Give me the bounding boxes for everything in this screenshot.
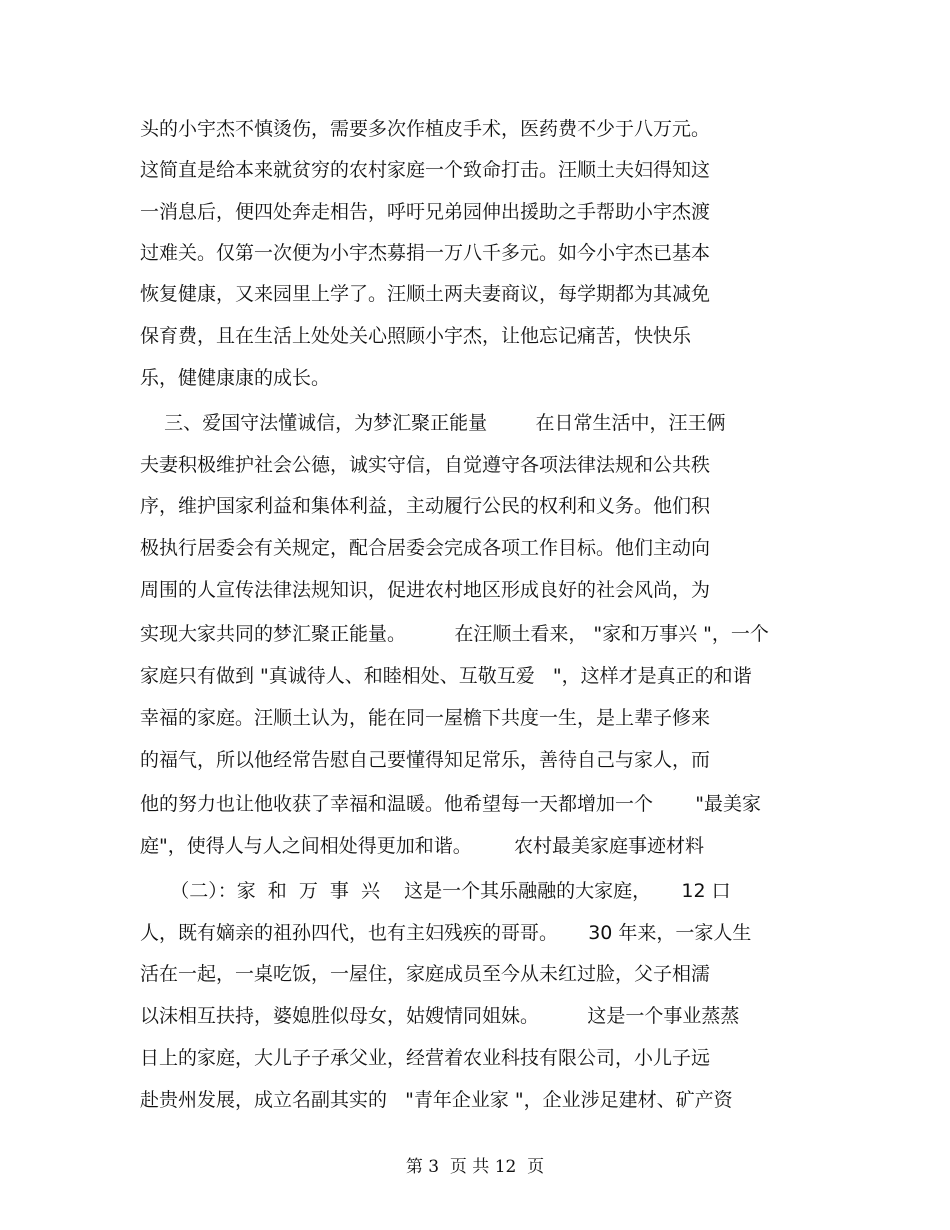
- text-line: 赴贵州发展，成立名副其实的 "青年企业家 "，企业涉足建材、矿产资: [140, 1089, 733, 1111]
- text-line: 一消息后，便四处奔走相告，呼吁兄弟园伸出援助之手帮助小宇杰渡: [140, 201, 711, 223]
- text-line: （二）：家 和 万 事 兴 这是一个其乐融融的大家庭， 12 口: [140, 880, 731, 902]
- text-line: 头的小宇杰不慎烫伤，需要多次作植皮手术，医药费不少于八万元。: [140, 118, 711, 140]
- text-line: 的福气，所以他经常告慰自己要懂得知足常乐，善待自己与家人，而: [140, 749, 711, 771]
- text-line: 恢复健康，又来园里上学了。汪顺土两夫妻商议，每学期都为其减免: [140, 283, 711, 305]
- text-line: 三、爱国守法懂诚信，为梦汇聚正能量 在日常生活中，汪王俩: [140, 412, 726, 434]
- text-line: 序，维护国家利益和集体利益，主动履行公民的权利和义务。他们积: [140, 495, 711, 517]
- text-line: 活在一起，一桌吃饭，一屋住，家庭成员至今从未红过脸，父子相濡: [140, 963, 711, 985]
- text-line: 家庭只有做到 "真诚待人、和睦相处、互敬互爱 "，这样才是真正的和谐: [140, 665, 752, 687]
- text-line: 保育费，且在生活上处处关心照顾小宇杰，让他忘记痛苦，快快乐: [140, 325, 692, 347]
- text-line: 实现大家共同的梦汇聚正能量。 在汪顺土看来， "家和万事兴 "，一个: [140, 623, 769, 645]
- text-line: 幸福的家庭。汪顺土认为，能在同一屋檐下共度一生，是上辈子修来: [140, 707, 711, 729]
- text-line: 庭"，使得人与人之间相处得更加和谐。 农村最美家庭事迹材料: [140, 835, 705, 857]
- text-line: 极执行居委会有关规定，配合居委会完成各项工作目标。他们主动向: [140, 537, 711, 559]
- text-line: 这简直是给本来就贫穷的农村家庭一个致命打击。汪顺土夫妇得知这: [140, 159, 711, 181]
- text-line: 乐，健健康康的成长。: [140, 367, 331, 389]
- text-line: 日上的家庭，大儿子子承父业，经营着农业科技有限公司，小儿子远: [140, 1047, 711, 1069]
- text-line: 人，既有嫡亲的祖孙四代，也有主妇残疾的哥哥。 30 年来，一家人生: [140, 922, 752, 944]
- text-line: 他的努力也让他收获了幸福和温暖。他希望每一天都增加一个 "最美家: [140, 793, 762, 815]
- text-line: 夫妻积极维护社会公德，诚实守信，自觉遵守各项法律法规和公共秩: [140, 454, 711, 476]
- page-number-footer: 第 3 页 共 12 页: [405, 1157, 545, 1177]
- text-line: 周围的人宣传法律法规知识，促进农村地区形成良好的社会风尚，为: [140, 579, 711, 601]
- text-line: 过难关。仅第一次便为小宇杰募捐一万八千多元。如今小宇杰已基本: [140, 242, 711, 264]
- text-line: 以沫相互扶持，婆媳胜似母女，姑嫂情同姐妹。 这是一个事业蒸蒸: [140, 1005, 740, 1027]
